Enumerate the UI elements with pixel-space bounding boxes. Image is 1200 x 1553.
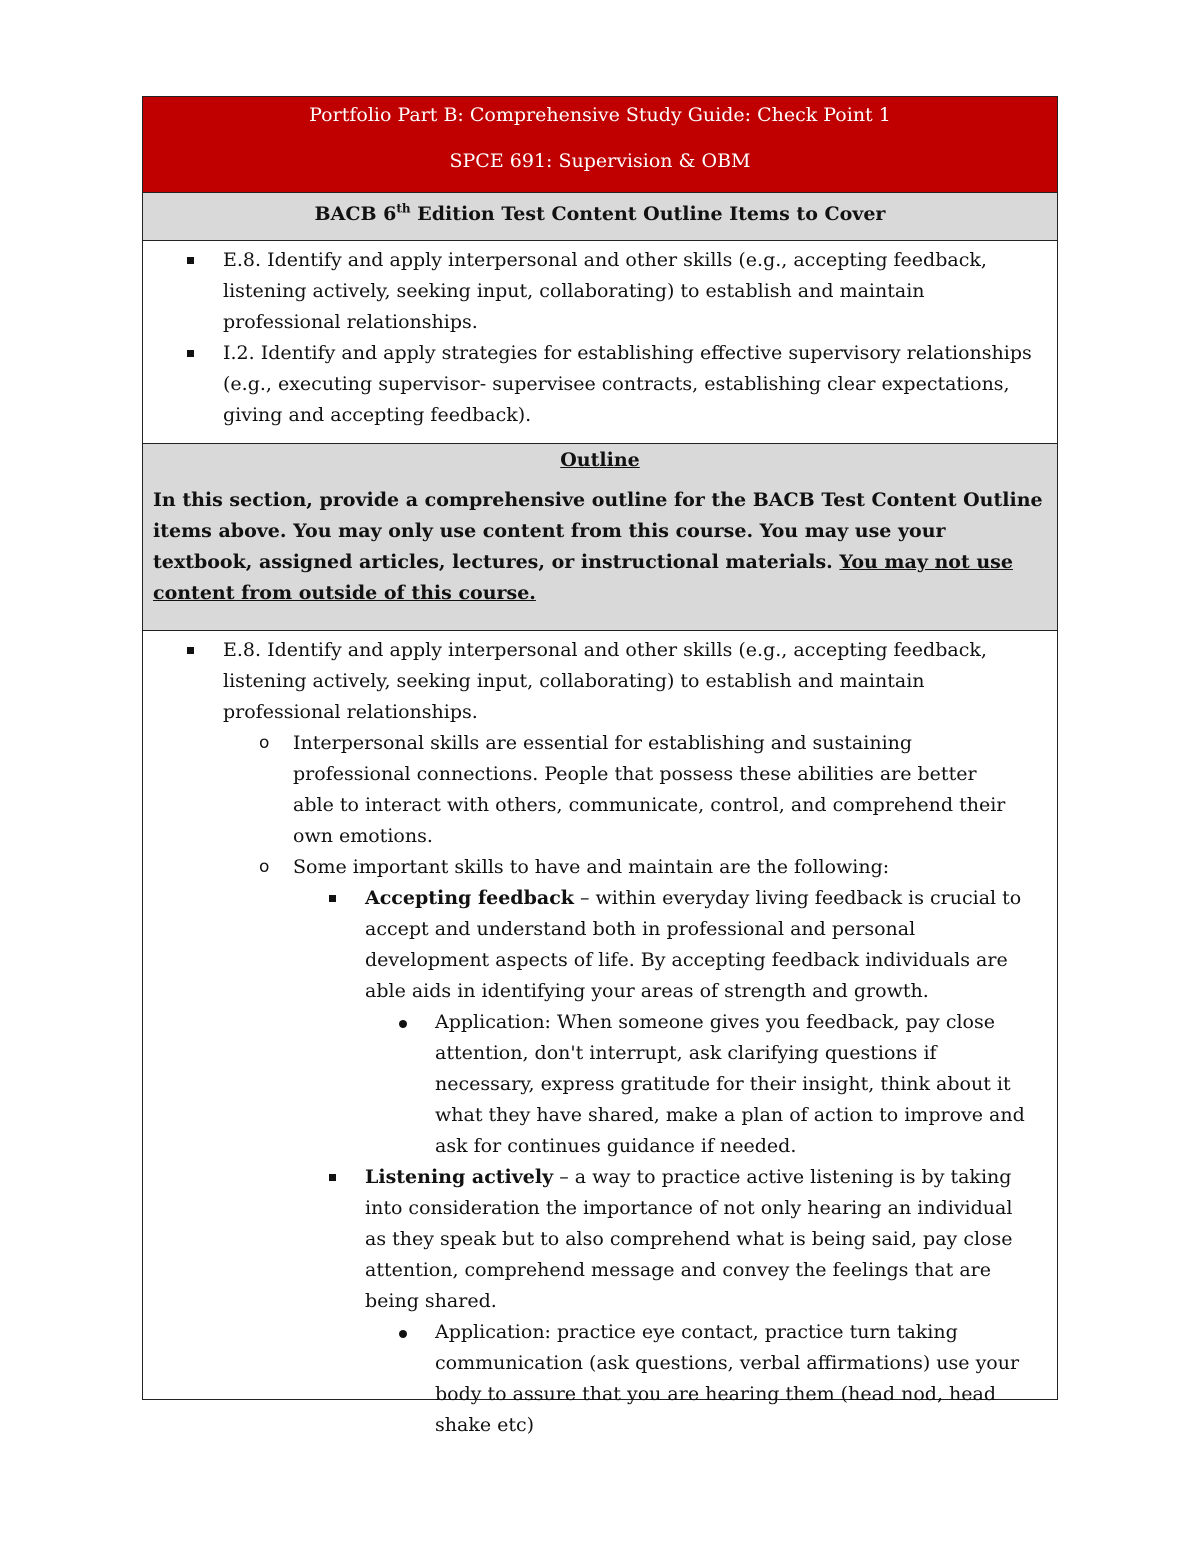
outline-instructions [153,485,1047,609]
skill-application [143,1007,1057,1162]
outline-content [143,631,1057,1436]
skill-item [143,883,1057,1007]
content-sub-item-text: Interpersonal skills are essential for establishing and sustaining professional connections. People that possess these abilities are better able to interact with others, communicate, control, and comprehend their own emotions. [293,732,1006,847]
content-sub-item [143,852,1057,883]
skill-description: – a way to practice active listening is by taking into consideration the importance of not only hearing an individual as they speak but to also comprehend what is being said, pay close attention, comprehend message and convey the feelings that are being shared. [365,1166,1013,1312]
skill-term: Accepting feedback [365,887,574,909]
tco-item-text: I.2. Identify and apply strategies for establishing effective supervisory relationships (e.g., executing supervisor- supervisee contracts, establishing clear expectations, giving and accepting feedback). [223,342,1032,426]
skill-application-text: Application: practice eye contact, practice turn taking communication (ask questions, verbal affirmations) use your body to assure that you are hearing them (head nod, head shake etc) [435,1321,1020,1436]
tco-heading-sup: th [396,201,411,216]
circle-outline-bullet-icon: o [259,733,270,753]
tco-item [143,338,1057,431]
dot-bullet-icon [399,1007,407,1038]
document-title: Portfolio Part B: Comprehensive Study Guide: Check Point 1 [309,104,891,126]
square-bullet-icon [329,883,336,914]
outline-title: Outline [560,449,640,471]
header-banner [143,97,1057,193]
square-bullet-icon [329,1162,336,1193]
skill-application [143,1317,1057,1441]
outline-instructions-underlined: You may not use content from outside of this course. [153,551,1013,604]
dot-bullet-icon [399,1317,407,1348]
outline-instructions-text: In this section, provide a comprehensive outline for the BACB Test Content Outline items above. You may only use content from this course. You may use your textbook, assigned articles, lectures, or instructional materials. [153,489,1043,573]
content-sub-item [143,728,1057,852]
circle-outline-bullet-icon: o [259,857,270,877]
content-sub-item-text: Some important skills to have and maintain are the following: [293,856,890,878]
tco-heading-pre: BACB 6 [314,203,397,225]
content-item-heading [143,635,1057,728]
outline-instructions-row [143,444,1057,631]
skill-description: – within everyday living feedback is crucial to accept and understand both in professional and personal development aspects of life. By accepting feedback individuals are able aids in identifying your areas of strength and growth. [365,887,1022,1002]
tco-item [143,245,1057,338]
course-title: SPCE 691: Supervision & OBM [449,150,751,172]
study-guide-table [142,96,1058,1436]
skill-term: Listening actively [365,1166,554,1188]
square-bullet-icon [187,245,194,276]
square-bullet-icon [187,338,194,369]
tco-items-list [143,241,1057,444]
square-bullet-icon [187,635,194,666]
tco-heading-post: Edition Test Content Outline Items to Cover [410,203,886,225]
tco-item-text: E.8. Identify and apply interpersonal and other skills (e.g., accepting feedback, listening actively, seeking input, collaborating) to establish and maintain professional relationships. [223,249,987,333]
tco-heading-row [143,193,1057,241]
skill-item [143,1162,1057,1317]
skill-application-text: Application: When someone gives you feedback, pay close attention, don't interrupt, ask clarifying questions if necessary, express gratitude for their insight, think about it what they have shared, make a plan of action to improve and ask for continues guidance if needed. [435,1011,1025,1157]
tco-heading [315,203,886,225]
content-item-text: E.8. Identify and apply interpersonal and other skills (e.g., accepting feedback, listening actively, seeking input, collaborating) to establish and maintain professional relationships. [223,639,987,723]
